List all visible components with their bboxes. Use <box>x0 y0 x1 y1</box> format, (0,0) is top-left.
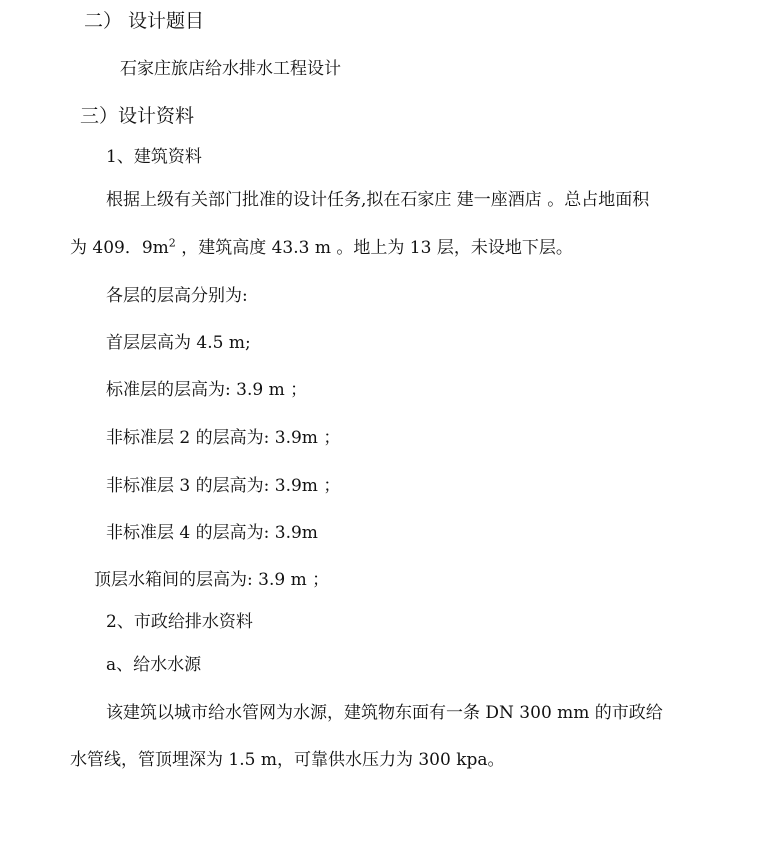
height-floors-text: ，建筑高度 43.3 m 。地上为 13 层，未设地下层。 <box>175 238 573 258</box>
floor-height-item: 非标准层 3 的层高为: 3.9m ； <box>106 476 341 496</box>
floor-height-item: 非标准层 2 的层高为: 3.9m ； <box>106 428 341 448</box>
architecture-heading: 1、建筑资料 <box>106 147 202 167</box>
architecture-paragraph-line1: 根据上级有关部门批准的设计任务,拟在石家庄 建一座酒店 。总占地面积 <box>106 190 650 210</box>
water-source-subheading: a、给水水源 <box>106 655 202 675</box>
project-title: 石家庄旅店给水排水工程设计 <box>120 59 341 79</box>
architecture-paragraph-line2 <box>70 236 573 260</box>
floor-height-item: 非标准层 4 的层高为: 3.9m <box>106 523 318 543</box>
area-value-text: 为 409．9m <box>70 238 169 258</box>
area-unit-superscript: 2 <box>168 236 176 250</box>
section-2-heading: 二） 设计题目 <box>84 10 205 32</box>
floor-heights-intro: 各层的层高分别为: <box>106 286 248 306</box>
water-source-paragraph-line1: 该建筑以城市给水管网为水源，建筑物东面有一条 DN 300 mm 的市政给 <box>106 703 663 723</box>
municipal-heading: 2、市政给排水资料 <box>106 612 253 632</box>
water-source-paragraph-line2: 水管线，管顶埋深为 1.5 m，可靠供水压力为 300 kpa。 <box>70 750 505 770</box>
section-3-heading: 三）设计资料 <box>80 105 195 127</box>
floor-height-item: 顶层水箱间的层高为: 3.9 m ； <box>94 570 330 590</box>
floor-height-item: 标准层的层高为: 3.9 m ； <box>106 380 308 400</box>
floor-height-item: 首层层高为 4.5 m; <box>106 333 251 353</box>
